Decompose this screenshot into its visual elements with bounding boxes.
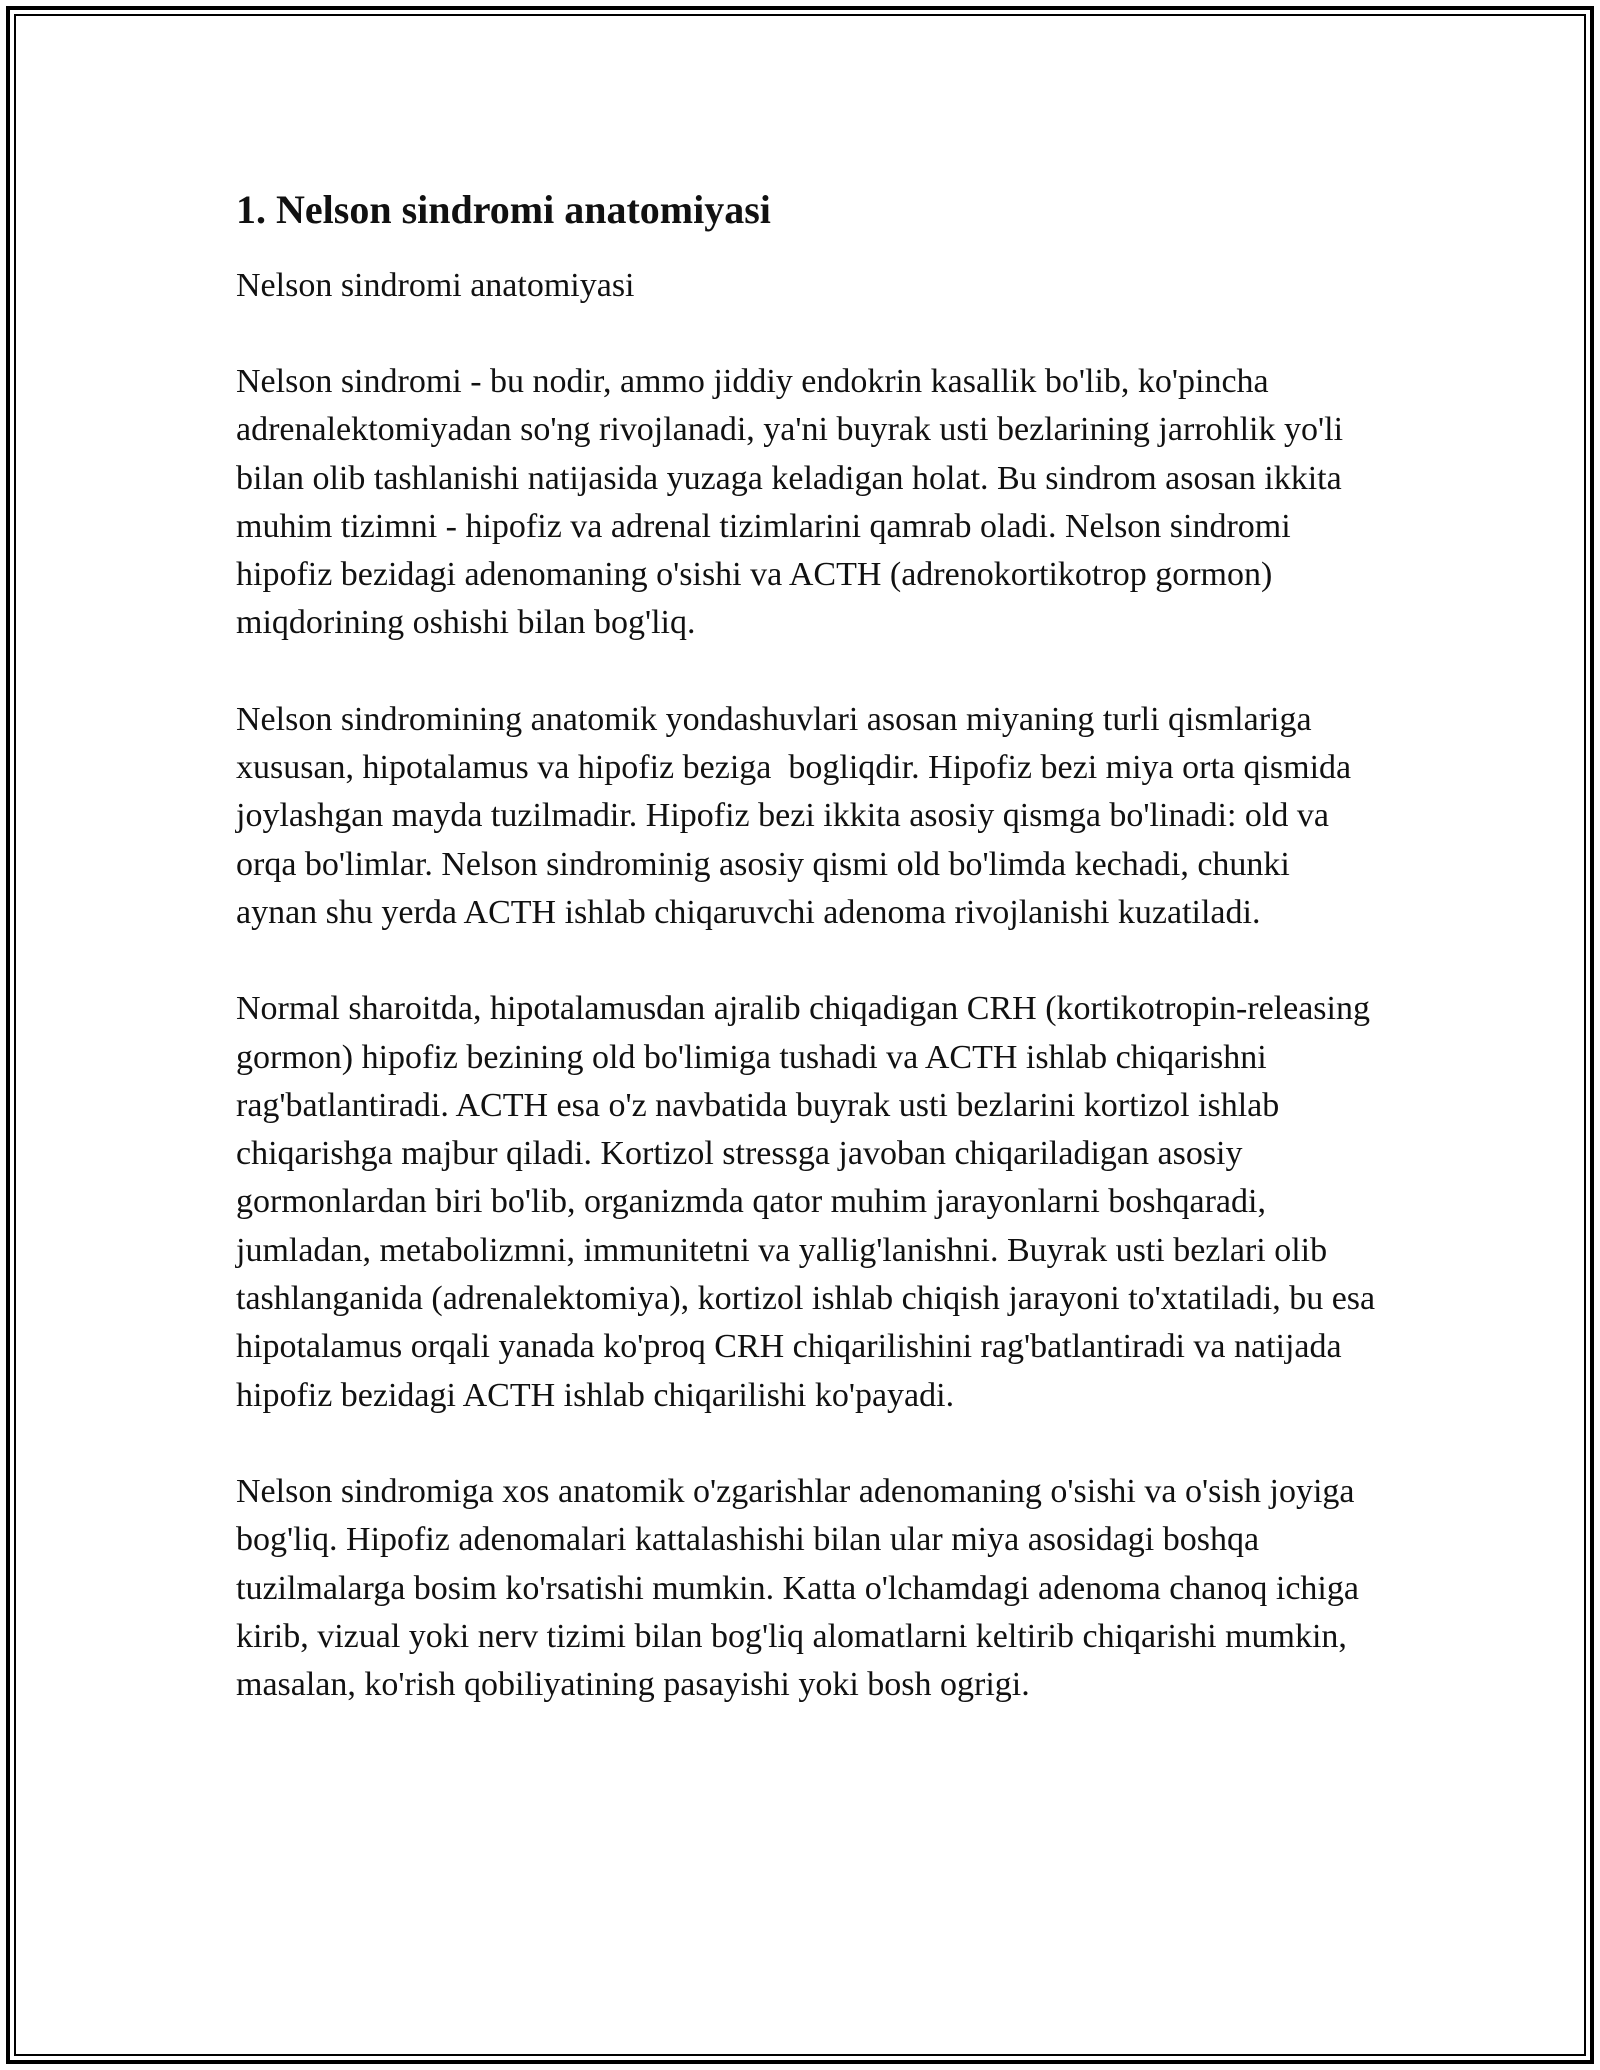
paragraph-2: Nelson sindromining anatomik yondashuvlari asosan miyaning turli qismlariga xususan, hipotalamus va hipofiz beziga bogliqdir. Hipofiz bezi miya orta qismida joylashgan mayda tuzilmadir. Hipofiz bezi ikkita asosiy qismga bo'linadi: old va orqa bo'limlar. Nelson sindrominig asosiy qismi old bo'limda kechadi, chunki aynan shu yerda ACTH ishlab chiqaruvchi adenoma rivojlanishi kuzatiladi. — [236, 700, 1360, 931]
section-subtitle: Nelson sindromi anatomiyasi — [236, 267, 635, 304]
section-heading: 1. Nelson sindromi anatomiyasi — [236, 187, 771, 232]
paragraph-1: Nelson sindromi - bu nodir, ammo jiddiy endokrin kasallik bo'lib, ko'pincha adrenalektomiyadan so'ng rivojlanadi, ya'ni buyrak usti bezlarining jarrohlik yo'li bilan olib tashlanishi natijasida yuzaga keladigan holat. Bu sindrom asosan ikkita muhim tizimni - hipofiz va adrenal tizimlarini qamrab oladi. Nelson sindromi hipofiz bezidagi adenomaning o'sishi va ACTH (adrenokortikotrop gormon) miqdorining oshishi bilan bog'liq. — [236, 363, 1352, 642]
paragraph-4: Nelson sindromiga xos anatomik o'zgarishlar adenomaning o'sishi va o'sish joyiga bog'liq. Hipofiz adenomalari kattalashishi bilan ular miya asosidagi boshqa tuzilmalarga bosim ko'rsatishi mumkin. Katta o'lchamdagi adenoma chanoq ichiga kirib, vizual yoki nerv tizimi bilan bog'liq alomatlarni keltirib chiqarishi mumkin, masalan, ko'rish qobiliyatining pasayishi yoki bosh ogrigi. — [236, 1472, 1368, 1704]
paragraph-3: Normal sharoitda, hipotalamusdan ajralib chiqadigan CRH (kortikotropin-releasing gormon) hipofiz bezining old bo'limiga tushadi va ACTH ishlab chiqarishni rag'batlantiradi. ACTH esa o'z navbatida buyrak usti bezlarini kortizol ishlab chiqarishga majbur qiladi. Kortizol stressga javoban chiqariladigan asosiy gormonlardan biri bo'lib, organizmda qator muhim jarayonlarni boshqaradi, jumladan, metabolizmni, immunitetni va yallig'lanishni. Buyrak usti bezlari olib tashlanganida (adrenalektomiya), kortizol ishlab chiqish jarayoni to'xtatiladi, bu esa hipotalamus orqali yanada ko'proq CRH chiqarilishini rag'batlantiradi va natijada hipofiz bezidagi ACTH ishlab chiqarilishi ko'payadi. — [236, 990, 1384, 1414]
document-body — [236, 186, 1384, 1757]
